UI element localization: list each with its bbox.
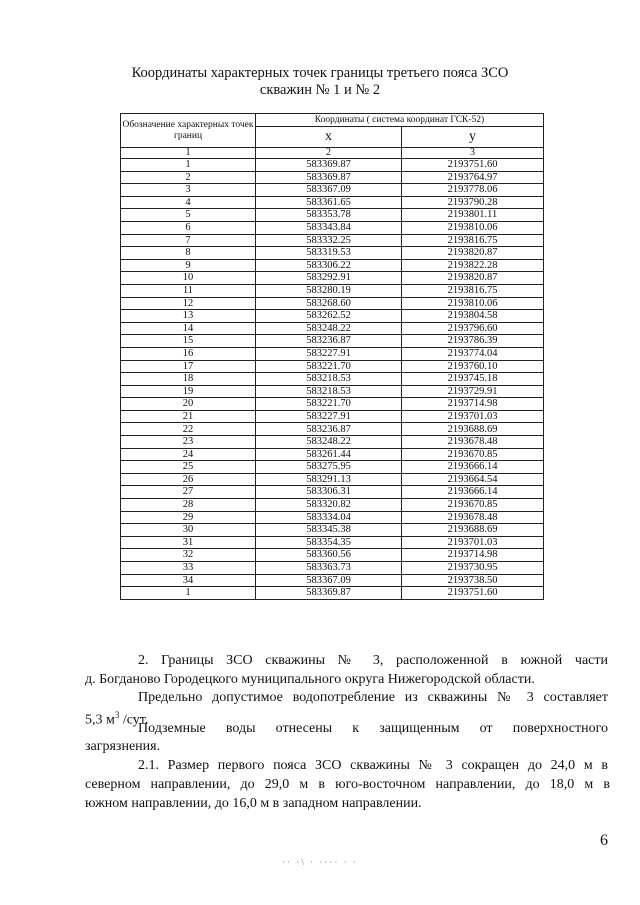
- point-number: 27: [121, 486, 256, 499]
- y-coordinate: 2193820.87: [402, 247, 544, 260]
- x-coordinate: 583218.53: [256, 385, 402, 398]
- table-row: [121, 524, 544, 537]
- paragraph-5-line-1: 2.1. Размер первого пояса ЗСО скважины № 3 сокращен до 24,0 м в: [138, 758, 608, 773]
- point-number: 23: [121, 436, 256, 449]
- table-row: [121, 322, 544, 335]
- y-coordinate: 2193678.48: [402, 511, 544, 524]
- paragraph-2-line-2: д. Богданово Городецкого муниципального округа Нижегородской области.: [85, 672, 535, 687]
- point-number: 26: [121, 473, 256, 486]
- y-coordinate: 2193816.75: [402, 234, 544, 247]
- table-row: [121, 473, 544, 486]
- table-row: [121, 272, 544, 285]
- point-number: 34: [121, 574, 256, 587]
- point-number: 11: [121, 284, 256, 297]
- y-coordinate: 2193786.39: [402, 335, 544, 348]
- x-coordinate: 583354.35: [256, 536, 402, 549]
- x-coordinate: 583218.53: [256, 373, 402, 386]
- volume-exponent: 3: [114, 710, 120, 720]
- point-number: 15: [121, 335, 256, 348]
- volume-value: 5,3 м: [85, 712, 115, 728]
- table-row: [121, 284, 544, 297]
- paragraph-4-line-2: загрязнения.: [85, 739, 161, 754]
- point-number: 18: [121, 373, 256, 386]
- x-coordinate: 583248.22: [256, 436, 402, 449]
- x-coordinate: 583363.73: [256, 562, 402, 575]
- table-row: [121, 499, 544, 512]
- point-number: 16: [121, 347, 256, 360]
- point-number: 22: [121, 423, 256, 436]
- table-body: [121, 159, 544, 600]
- point-number: 10: [121, 272, 256, 285]
- y-coordinate: 2193760.10: [402, 360, 544, 373]
- point-number: 28: [121, 499, 256, 512]
- point-number: 33: [121, 562, 256, 575]
- point-number: 29: [121, 511, 256, 524]
- table-row: [121, 196, 544, 209]
- table-row: [121, 448, 544, 461]
- table-row: [121, 511, 544, 524]
- table-row: [121, 461, 544, 474]
- y-coordinate: 2193804.58: [402, 310, 544, 323]
- y-coordinate: 2193810.06: [402, 221, 544, 234]
- page-number: 6: [600, 832, 608, 849]
- point-number: 13: [121, 310, 256, 323]
- table-row: [121, 536, 544, 549]
- x-coordinate: 583221.70: [256, 360, 402, 373]
- y-coordinate: 2193816.75: [402, 284, 544, 297]
- point-number: 32: [121, 549, 256, 562]
- column-number-3: 3: [402, 148, 544, 159]
- x-coordinate: 583236.87: [256, 335, 402, 348]
- y-coordinate: 2193790.28: [402, 196, 544, 209]
- x-coordinate: 583262.52: [256, 310, 402, 323]
- y-coordinate: 2193714.98: [402, 549, 544, 562]
- point-number: 20: [121, 398, 256, 411]
- y-coordinate: 2193664.54: [402, 473, 544, 486]
- paragraph-4-line-1: Подземные воды отнесены к защищенным от поверхностного: [138, 721, 608, 736]
- header-x: x: [256, 127, 402, 148]
- x-coordinate: 583360.56: [256, 549, 402, 562]
- x-coordinate: 583369.87: [256, 171, 402, 184]
- y-coordinate: 2193774.04: [402, 347, 544, 360]
- x-coordinate: 583353.78: [256, 209, 402, 222]
- y-coordinate: 2193688.69: [402, 524, 544, 537]
- y-coordinate: 2193688.69: [402, 423, 544, 436]
- x-coordinate: 583280.19: [256, 284, 402, 297]
- point-number: 24: [121, 448, 256, 461]
- x-coordinate: 583292.91: [256, 272, 402, 285]
- x-coordinate: 583291.13: [256, 473, 402, 486]
- table-row: [121, 209, 544, 222]
- paragraph-3-line-1: Предельно допустимое водопотребление из скважины № 3 составляет: [138, 690, 608, 705]
- point-number: 1: [121, 587, 256, 600]
- x-coordinate: 583261.44: [256, 448, 402, 461]
- y-coordinate: 2193764.97: [402, 171, 544, 184]
- point-number: 14: [121, 322, 256, 335]
- column-number-2: 2: [256, 148, 402, 159]
- table-row: [121, 297, 544, 310]
- table-row: [121, 436, 544, 449]
- table-row: [121, 247, 544, 260]
- point-number: 31: [121, 536, 256, 549]
- y-coordinate: 2193678.48: [402, 436, 544, 449]
- x-coordinate: 583248.22: [256, 322, 402, 335]
- point-number: 5: [121, 209, 256, 222]
- y-coordinate: 2193751.60: [402, 587, 544, 600]
- y-coordinate: 2193701.03: [402, 536, 544, 549]
- x-coordinate: 583367.09: [256, 574, 402, 587]
- y-coordinate: 2193822.28: [402, 259, 544, 272]
- point-number: 9: [121, 259, 256, 272]
- table-row: [121, 549, 544, 562]
- x-coordinate: 583332.25: [256, 234, 402, 247]
- y-coordinate: 2193730.95: [402, 562, 544, 575]
- x-coordinate: 583367.09: [256, 184, 402, 197]
- point-number: 3: [121, 184, 256, 197]
- point-number: 12: [121, 297, 256, 310]
- x-coordinate: 583221.70: [256, 398, 402, 411]
- y-coordinate: 2193729.91: [402, 385, 544, 398]
- x-coordinate: 583361.65: [256, 196, 402, 209]
- point-number: 30: [121, 524, 256, 537]
- table-row: [121, 335, 544, 348]
- x-coordinate: 583369.87: [256, 159, 402, 172]
- y-coordinate: 2193820.87: [402, 272, 544, 285]
- y-coordinate: 2193670.85: [402, 448, 544, 461]
- point-number: 21: [121, 410, 256, 423]
- table-row: [121, 373, 544, 386]
- point-number: 2: [121, 171, 256, 184]
- y-coordinate: 2193801.11: [402, 209, 544, 222]
- paragraph-5-line-2: северном направлении, до 29,0 м в юго-восточном направлении, до 18,0 м в: [85, 777, 610, 792]
- table-row: [121, 310, 544, 323]
- x-coordinate: 583319.53: [256, 247, 402, 260]
- table-row: [121, 423, 544, 436]
- y-coordinate: 2193778.06: [402, 184, 544, 197]
- coordinates-table: [120, 113, 544, 600]
- point-number: 8: [121, 247, 256, 260]
- y-coordinate: 2193666.14: [402, 461, 544, 474]
- y-coordinate: 2193745.18: [402, 373, 544, 386]
- point-number: 4: [121, 196, 256, 209]
- header-y: y: [402, 127, 544, 148]
- point-number: 19: [121, 385, 256, 398]
- x-coordinate: 583343.84: [256, 221, 402, 234]
- x-coordinate: 583306.22: [256, 259, 402, 272]
- x-coordinate: 583236.87: [256, 423, 402, 436]
- table-row: [121, 221, 544, 234]
- header-point-designation: Обозначение характерных точек границ: [121, 114, 256, 148]
- y-coordinate: 2193670.85: [402, 499, 544, 512]
- x-coordinate: 583369.87: [256, 587, 402, 600]
- volume-unit: /сут.: [119, 712, 149, 728]
- x-coordinate: 583227.91: [256, 347, 402, 360]
- title-line-1: Координаты характерных точек границы третьего пояса ЗСО: [131, 65, 509, 81]
- y-coordinate: 2193701.03: [402, 410, 544, 423]
- x-coordinate: 583227.91: [256, 410, 402, 423]
- y-coordinate: 2193796.60: [402, 322, 544, 335]
- table-row: [121, 385, 544, 398]
- table-row: [121, 159, 544, 172]
- table-row: [121, 171, 544, 184]
- x-coordinate: 583345.38: [256, 524, 402, 537]
- y-coordinate: 2193751.60: [402, 159, 544, 172]
- table-row: [121, 587, 544, 600]
- table-row: [121, 486, 544, 499]
- title-line-2: скважин № 1 и № 2: [259, 82, 381, 98]
- table-row: [121, 347, 544, 360]
- point-number: 7: [121, 234, 256, 247]
- table-row: [121, 234, 544, 247]
- table-row: [121, 184, 544, 197]
- y-coordinate: 2193714.98: [402, 398, 544, 411]
- point-number: 17: [121, 360, 256, 373]
- x-coordinate: 583268.60: [256, 297, 402, 310]
- table-row: [121, 259, 544, 272]
- point-number: 6: [121, 221, 256, 234]
- table-row: [121, 562, 544, 575]
- header-coordinates: Координаты ( система координат ГСК-52): [256, 114, 544, 127]
- column-number-1: 1: [121, 148, 256, 159]
- table-row: [121, 360, 544, 373]
- y-coordinate: 2193738.50: [402, 574, 544, 587]
- point-number: 1: [121, 159, 256, 172]
- x-coordinate: 583320.82: [256, 499, 402, 512]
- table-row: [121, 410, 544, 423]
- paragraph-2-line-1: 2. Границы ЗСО скважины № 3, расположенной в южной части: [138, 653, 608, 668]
- point-number: 25: [121, 461, 256, 474]
- table-row: [121, 574, 544, 587]
- table-row: [121, 398, 544, 411]
- footer-marks: ·· ·\ · ···· · ·: [282, 857, 358, 867]
- x-coordinate: 583275.95: [256, 461, 402, 474]
- paragraph-5-line-3: южном направлении, до 16,0 м в западном направлении.: [85, 796, 422, 811]
- x-coordinate: 583334.04: [256, 511, 402, 524]
- x-coordinate: 583306.31: [256, 486, 402, 499]
- y-coordinate: 2193666.14: [402, 486, 544, 499]
- y-coordinate: 2193810.06: [402, 297, 544, 310]
